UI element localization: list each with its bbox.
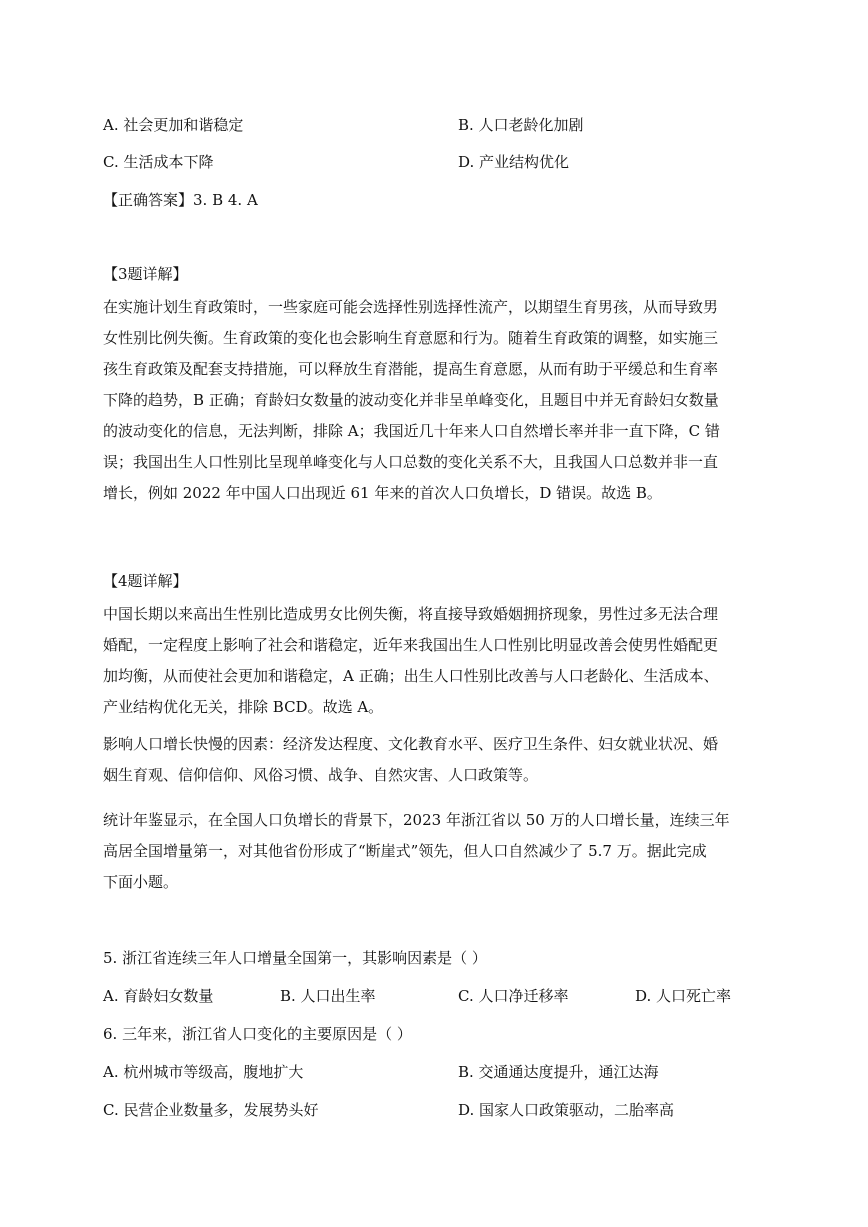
q3-heading: 【3题详解】 bbox=[103, 265, 188, 283]
option-d: D. 产业结构优化 bbox=[458, 153, 570, 171]
option-a: A. 社会更加和谐稳定 bbox=[103, 116, 244, 134]
factors-paragraph bbox=[103, 729, 765, 791]
answer-line: 【正确答案】3. B 4. A bbox=[103, 191, 258, 209]
stem-line: 高居全国增量第一，对其他省份形成了“断崖式”领先，但人口自然减少了 5.7 万。据此完成 bbox=[103, 842, 707, 860]
factors-line: 姻生育观、信仰信仰、风俗习惯、战争、自然灾害、人口政策等。 bbox=[103, 766, 539, 784]
q3-line: 孩生育政策及配套支持措施，可以释放生育潜能，提高生育意愿，从而有助于平缓总和生育率 bbox=[103, 360, 719, 378]
q4-heading: 【4题详解】 bbox=[103, 572, 188, 590]
q4-explanation bbox=[103, 599, 765, 723]
q3-line: 女性别比例失衡。生育政策的变化也会影响生育意愿和行为。随着生育政策的调整，如实施三 bbox=[103, 329, 719, 347]
q3-explanation bbox=[103, 292, 765, 509]
q4-line: 加均衡，从而使社会更加和谐稳定，A 正确；出生人口性别比改善与人口老龄化、生活成本、 bbox=[103, 667, 719, 685]
q4-line: 中国长期以来高出生性别比造成男女比例失衡，将直接导致婚姻拥挤现象，男性过多无法合理 bbox=[103, 605, 719, 623]
stem-line: 下面小题。 bbox=[103, 873, 179, 891]
q5-option-b: B. 人口出生率 bbox=[280, 987, 376, 1005]
q6-option-b: B. 交通通达度提升，通江达海 bbox=[458, 1063, 659, 1081]
q6-option-c: C. 民营企业数量多，发展势头好 bbox=[103, 1101, 319, 1119]
q6-stem: 6. 三年来，浙江省人口变化的主要原因是（ ） bbox=[103, 1025, 412, 1043]
factors-line: 影响人口增长快慢的因素：经济发达程度、文化教育水平、医疗卫生条件、妇女就业状况、婚 bbox=[103, 735, 719, 753]
q4-line: 产业结构优化无关，排除 BCD。故选 A。 bbox=[103, 698, 384, 716]
stem-line: 统计年鉴显示，在全国人口负增长的背景下，2023 年浙江省以 50 万的人口增长量，连续三年 bbox=[103, 811, 730, 829]
q6-option-d: D. 国家人口政策驱动，二胎率高 bbox=[458, 1101, 675, 1119]
q5-stem: 5. 浙江省连续三年人口增量全国第一，其影响因素是（ ） bbox=[103, 949, 487, 967]
q3-line: 误；我国出生人口性别比呈现单峰变化与人口总数的变化关系不大，且我国人口总数并非一直 bbox=[103, 453, 719, 471]
q5-option-a: A. 育龄妇女数量 bbox=[103, 987, 214, 1005]
q5-option-c: C. 人口净迁移率 bbox=[458, 987, 569, 1005]
q3-line: 增长，例如 2022 年中国人口出现近 61 年来的首次人口负增长，D 错误。故选 B。 bbox=[103, 484, 662, 502]
option-c: C. 生活成本下降 bbox=[103, 153, 214, 171]
q3-line: 下降的趋势，B 正确；育龄妇女数量的波动变化并非呈单峰变化，且题目中并无育龄妇女数量 bbox=[103, 391, 719, 409]
question-stem bbox=[103, 805, 765, 898]
q3-line: 在实施计划生育政策时，一些家庭可能会选择性别选择性流产，以期望生育男孩，从而导致男 bbox=[103, 298, 719, 316]
option-b: B. 人口老龄化加剧 bbox=[458, 116, 584, 134]
q5-option-d: D. 人口死亡率 bbox=[635, 987, 732, 1005]
q3-line: 的波动变化的信息，无法判断，排除 A；我国近几十年来人口自然增长率并非一直下降，C 错 bbox=[103, 422, 720, 440]
q4-line: 婚配，一定程度上影响了社会和谐稳定，近年来我国出生人口性别比明显改善会使男性婚配更 bbox=[103, 636, 719, 654]
q6-option-a: A. 杭州城市等级高，腹地扩大 bbox=[103, 1063, 304, 1081]
